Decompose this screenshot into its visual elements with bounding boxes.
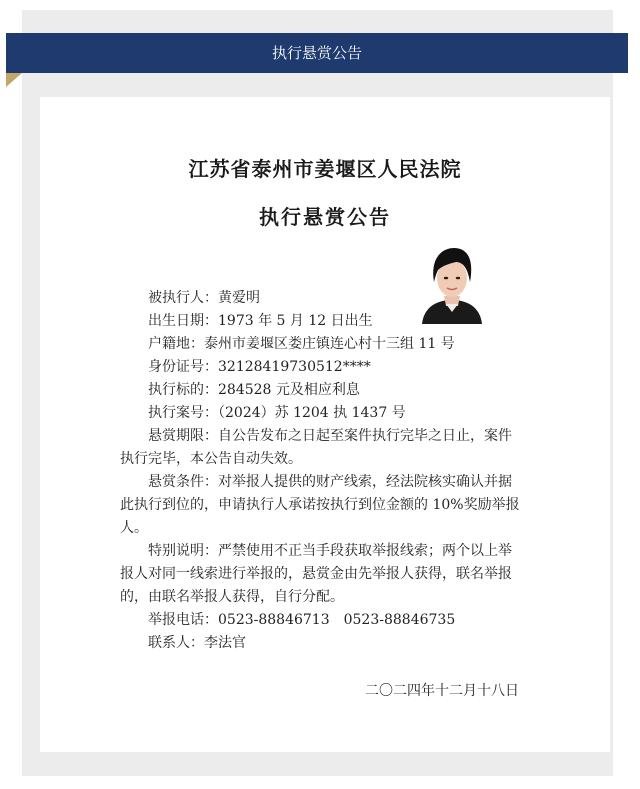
person-photo [418, 240, 486, 324]
reward-period-cont: 执行完毕，本公告自动失效。 [120, 451, 302, 467]
report-phone-line: 举报电话：0523-88846713 0523-88846735 [148, 612, 456, 628]
reward-period-line: 悬赏期限：自公告发布之日起至案件执行完毕之日止，案件 [148, 428, 512, 444]
banner-fold [6, 73, 22, 87]
respondent-line: 被执行人：黄爱明 [148, 290, 260, 306]
contact-line: 联系人：李法官 [148, 635, 246, 651]
special-note-line: 特别说明：严禁使用不正当手段获取举报线索；两个以上举 [148, 543, 512, 559]
reward-condition-cont: 此执行到位的，申请执行人承诺按执行到位金额的 10%奖励举报 [120, 497, 520, 513]
case-number-line: 执行案号：（2024）苏 1204 执 1437 号 [148, 405, 406, 421]
birthdate-line: 出生日期：1973 年 5 月 12 日出生 [148, 313, 373, 329]
special-note-cont: 报人对同一线索进行举报的，悬赏金由先举报人获得，联名举报 [120, 566, 512, 582]
banner-title: 执行悬赏公告 [6, 33, 628, 73]
notice-title: 执行悬赏公告 [259, 205, 391, 229]
id-number-line: 身份证号：32128419730512**** [148, 359, 371, 375]
special-note-end: 的，由联名举报人获得，自行分配。 [120, 589, 344, 605]
domicile-line: 户籍地：泰州市姜堰区娄庄镇连心村十三组 11 号 [148, 336, 455, 352]
court-name: 江苏省泰州市姜堰区人民法院 [188, 157, 462, 181]
reward-condition-line: 悬赏条件：对举报人提供的财产线索，经法院核实确认并据 [148, 474, 512, 490]
amount-line: 执行标的：284528 元及相应利息 [148, 382, 360, 398]
notice-date: 二〇二四年十二月十八日 [365, 683, 519, 699]
notice-paper [40, 97, 610, 752]
reward-condition-end: 人。 [120, 520, 148, 536]
